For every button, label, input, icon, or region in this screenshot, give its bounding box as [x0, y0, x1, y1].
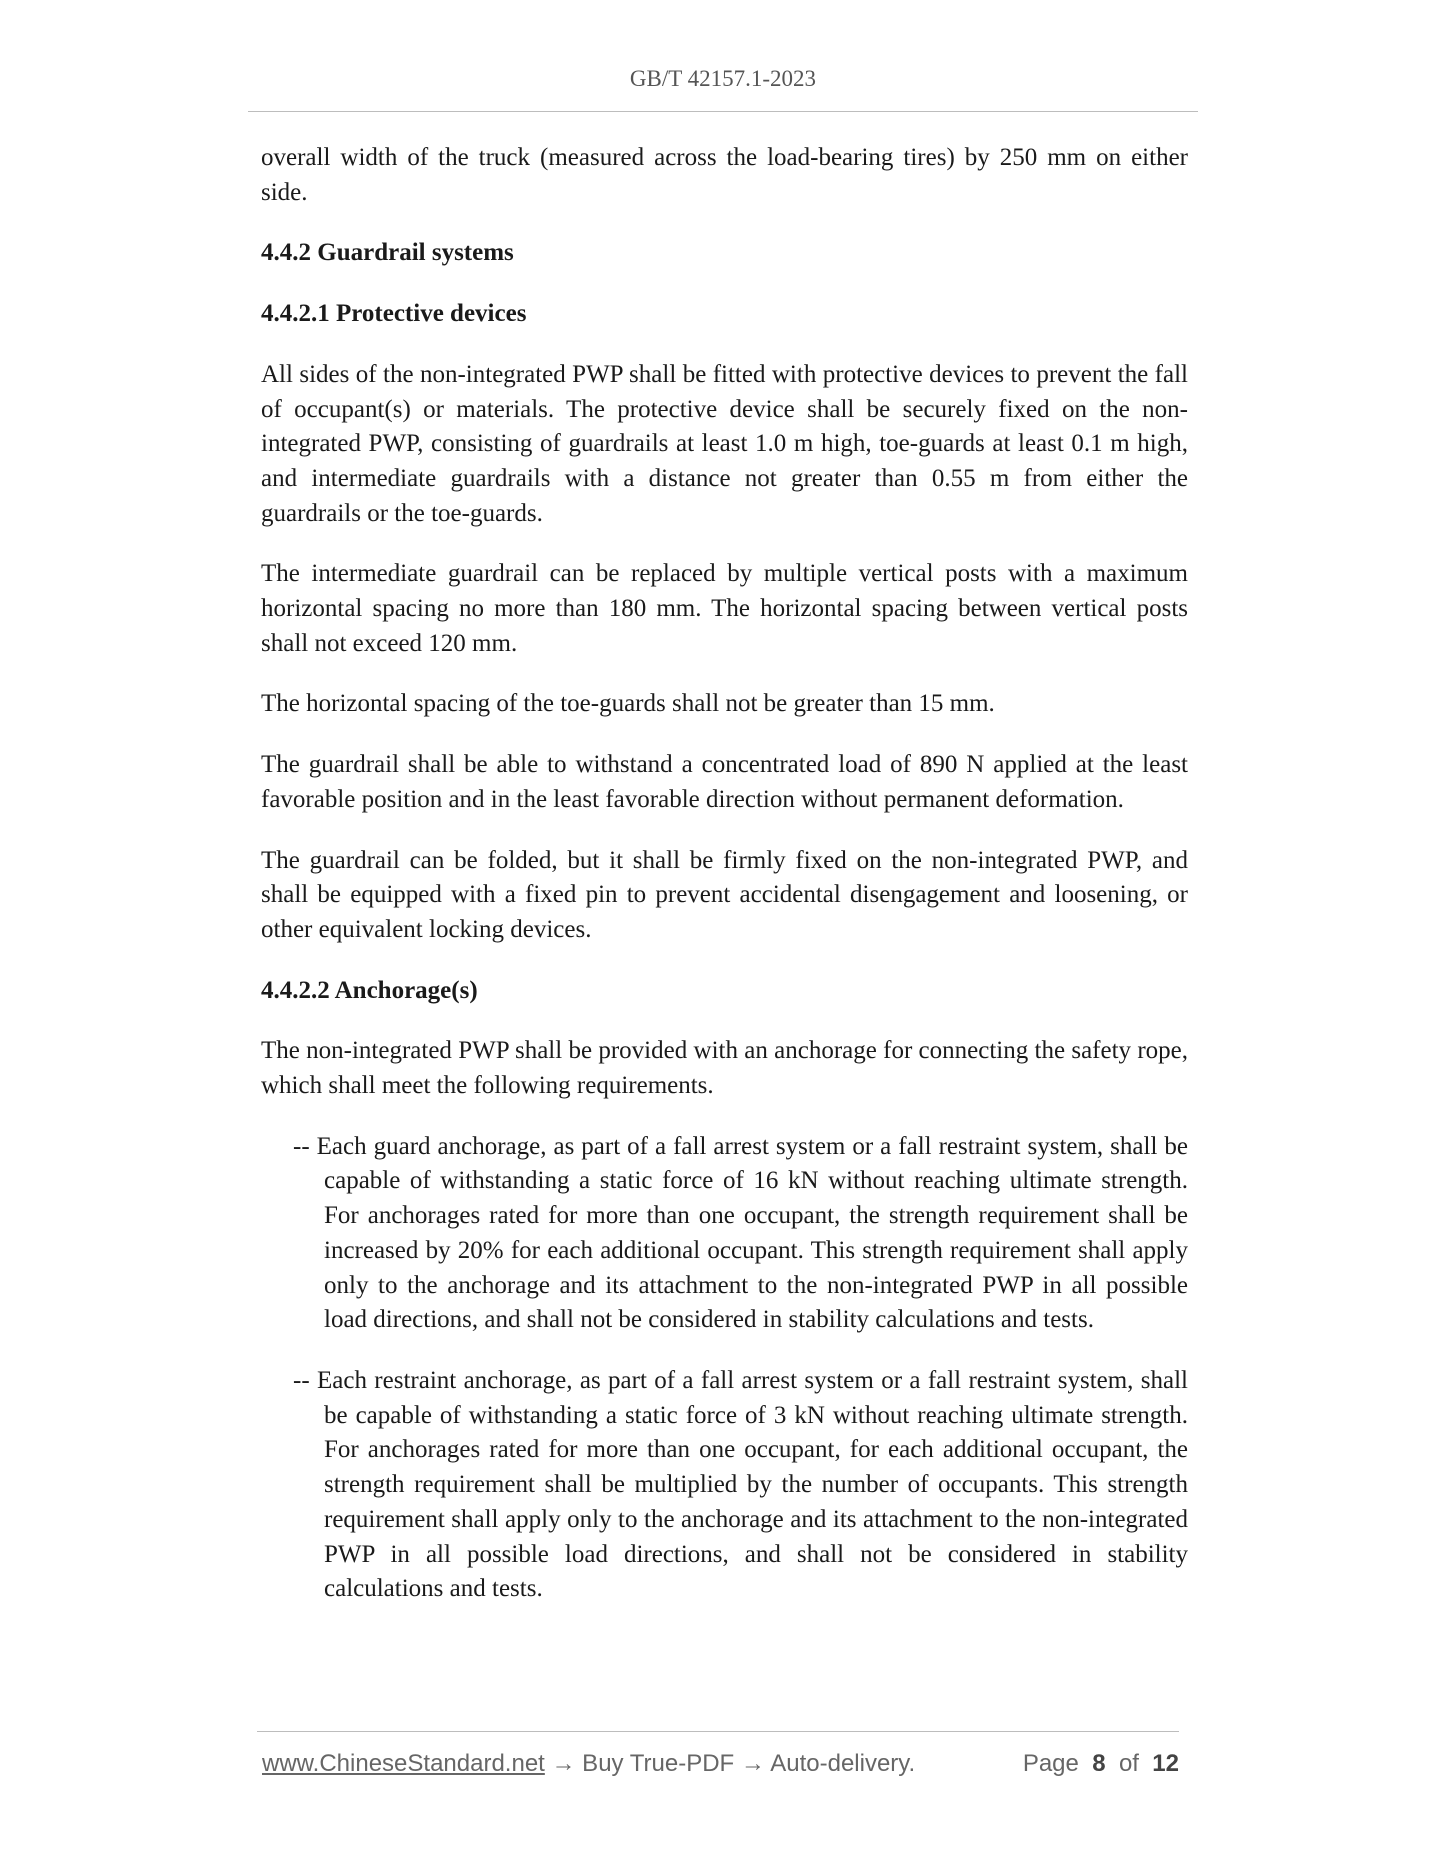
paragraph-protective-devices-5: The guardrail can be folded, but it shall be firmly fixed on the non-integrated PWP, and shall be equipped with a fixed pin to prevent accidental disengagement and loosening, or other equivalent locking devices. — [261, 846, 1188, 943]
paragraph-protective-devices-1: All sides of the non-integrated PWP shall be fitted with protective devices to prevent the fall of occupant(s) or materials. The protective device shall be securely fixed on the non-integrated PWP, consisting of guardrails at least 1.0 m high, toe-guards at least 0.1 m high, and intermediate guardrails with a distance not greater than 0.55 m from either the guardrails or the toe-guards. — [261, 360, 1188, 527]
paragraph-protective-devices-2: The intermediate guardrail can be replaced by multiple vertical posts with a maximum horizontal spacing no more than 180 mm. The horizontal spacing between vertical posts shall not exceed 120 mm. — [261, 560, 1188, 657]
footer-promo-text: → Buy True-PDF → Auto-delivery. — [544, 1750, 916, 1777]
heading-guardrail-systems: 4.4.2 Guardrail systems — [261, 239, 514, 267]
document-body — [261, 141, 1188, 1633]
heading-protective-devices: 4.4.2.1 Protective devices — [261, 300, 527, 328]
list-item-guard-anchorage: -- Each guard anchorage, as part of a fall arrest system or a fall restraint system, shall be capable of withstanding a static force of 16 kN without reaching ultimate strength. For anchorages rated for more than one occupant, the strength requirement shall be increased by 20% for each additional occupant. This strength requirement shall apply only to the anchorage and its attachment to the non-integrated PWP in all possible load directions, and shall not be considered in stability calculations and tests. — [293, 1132, 1188, 1334]
footer-divider — [257, 1731, 1179, 1732]
page-number — [1023, 1750, 1179, 1778]
header-divider — [248, 111, 1198, 112]
page-current: 8 — [1092, 1750, 1106, 1777]
page-of-label: of — [1118, 1750, 1139, 1777]
paragraph-continuation: overall width of the truck (measured across the load-bearing tires) by 250 mm on either side. — [261, 144, 1188, 206]
page-footer — [262, 1750, 1179, 1778]
page-total: 12 — [1152, 1750, 1179, 1777]
paragraph-protective-devices-3: The horizontal spacing of the toe-guards shall not be greater than 15 mm. — [261, 690, 995, 718]
page-label: Page — [1022, 1750, 1079, 1777]
heading-anchorages: 4.4.2.2 Anchorage(s) — [261, 976, 478, 1004]
list-item-restraint-anchorage: -- Each restraint anchorage, as part of a fall arrest system or a fall restraint system, shall be capable of withstanding a static force of 3 kN without reaching ultimate strength. For anchorages rated for more than one occupant, for each additional occupant, the strength requirement shall be multiplied by the number of occupants. This strength requirement shall apply only to the anchorage and its attachment to the non-integrated PWP in all possible load directions, and shall not be considered in stability calculations and tests. — [293, 1366, 1188, 1603]
footer-site-link[interactable]: www.ChineseStandard.net — [262, 1750, 545, 1777]
paragraph-protective-devices-4: The guardrail shall be able to withstand a concentrated load of 890 N applied at the least favorable position and in the least favorable direction without permanent deformation. — [261, 751, 1188, 813]
page-header-standard-id: GB/T 42157.1-2023 — [629, 66, 817, 91]
paragraph-anchorage-intro: The non-integrated PWP shall be provided with an anchorage for connecting the safety rope, which shall meet the following requirements. — [261, 1037, 1188, 1100]
